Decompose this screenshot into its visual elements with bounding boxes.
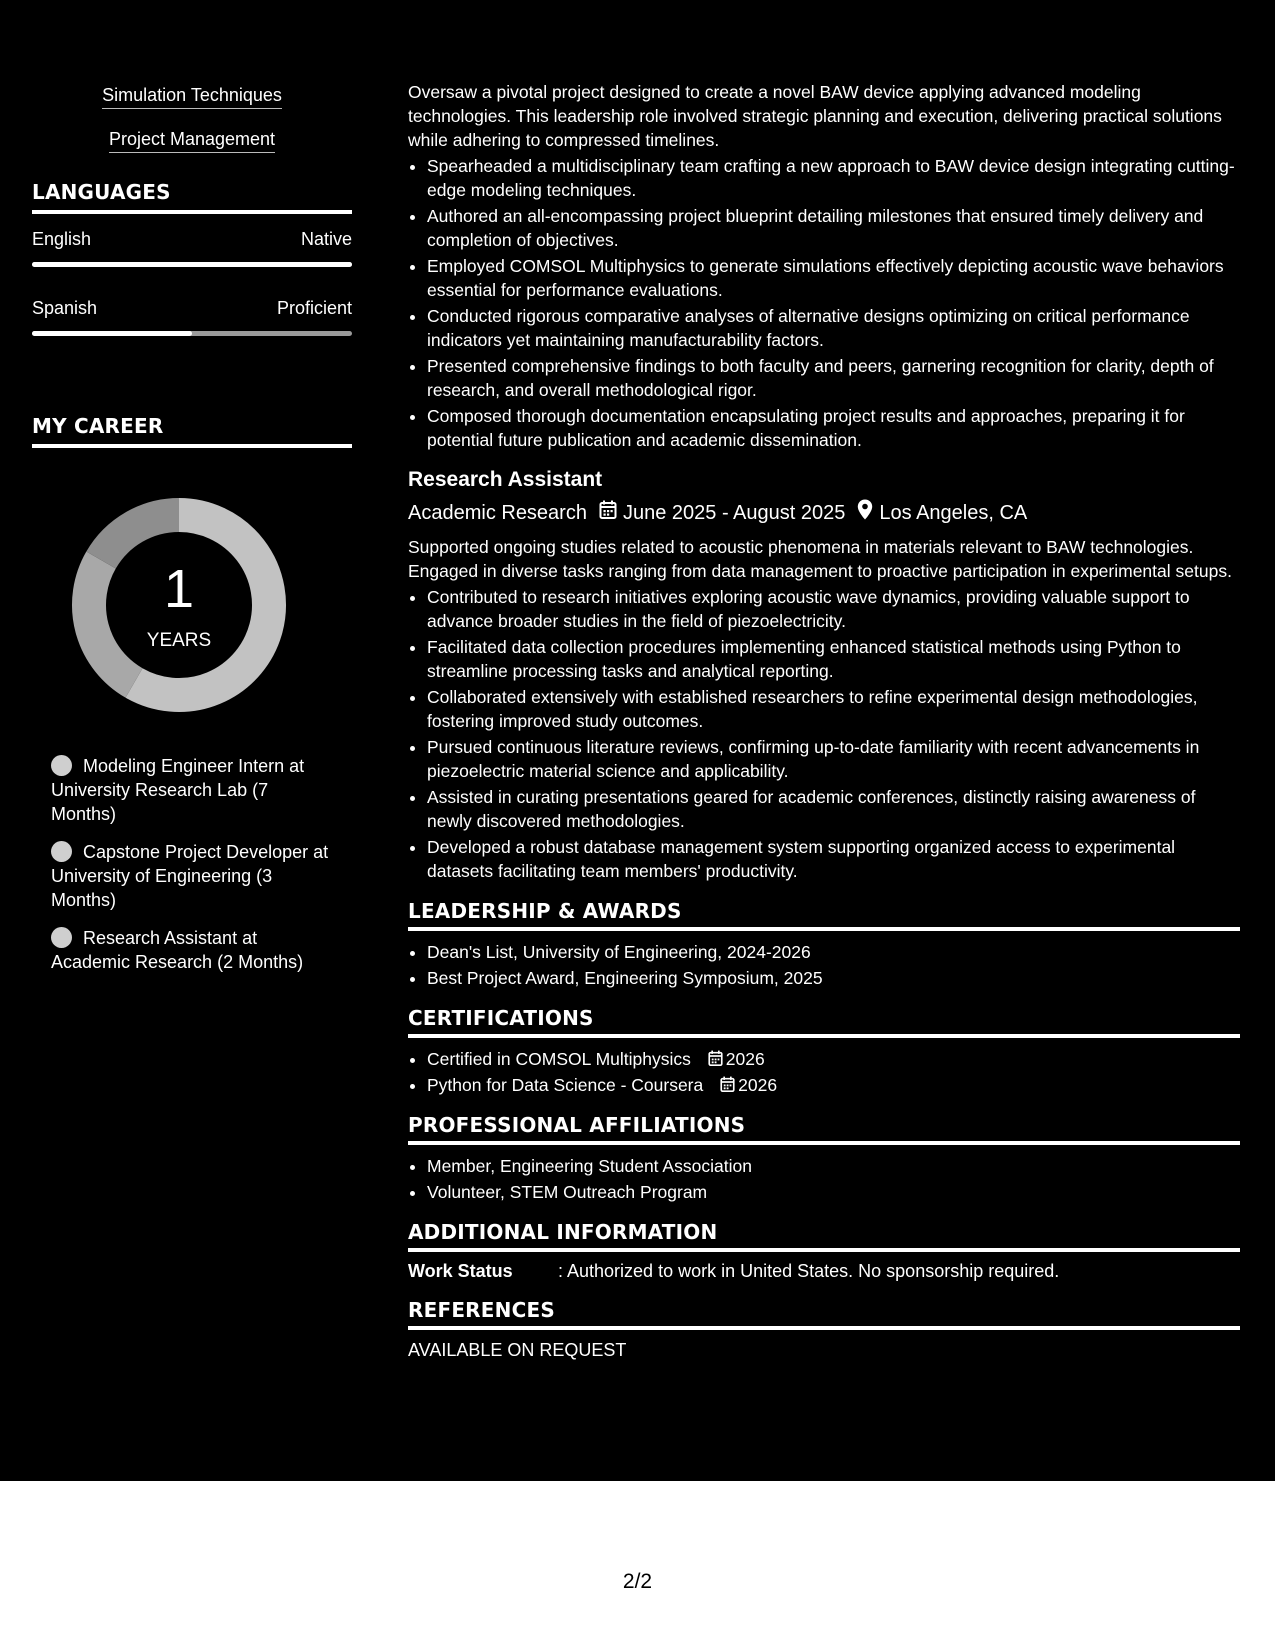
additional-info-heading: ADDITIONAL INFORMATION [408,1220,1240,1252]
list-item: • Employed COMSOL Multiphysics to generate simulations effectively depicting acoustic wave behaviors essential for performance evaluations. [427,254,1240,302]
certifications-heading: CERTIFICATIONS [408,1006,1240,1038]
certification-date: 2026 [725,1049,765,1069]
career-item: Capstone Project Developer at University of Engineering (3 Months) [51,842,329,910]
list-item: • Dean's List, University of Engineering, 2024-2026 [427,940,1240,964]
certification-item: • Python for Data Science - Coursera 2026 [427,1073,1240,1097]
language-name: English [32,229,92,249]
language-level-bar [32,331,352,336]
career-heading: MY CAREER [32,414,352,448]
language-level-bar [32,262,352,267]
list-item: • Contributed to research initiatives exploring acoustic wave dynamics, providing valuable support to advance broader studies in the field of piezoelectricity. [427,585,1240,633]
list-item: • Spearheaded a multidisciplinary team crafting a new approach to BAW device design integrating cutting-edge modeling techniques. [427,154,1240,202]
career-list [51,754,331,974]
language-name: Spanish [32,298,98,318]
career-item: Research Assistant at Academic Research (2 Months) [51,928,304,972]
references-section [408,1298,1240,1361]
list-item: • Best Project Award, Engineering Symposium, 2025 [427,966,1240,990]
job-meta [408,499,1240,527]
affiliations-section [408,1113,1240,1204]
job-company: Academic Research [408,502,587,524]
leadership-section [408,899,1240,990]
calendar-icon [599,500,617,527]
certification-date: 2026 [738,1075,778,1095]
leadership-heading: LEADERSHIP & AWARDS [408,899,1240,931]
language-level-fill [32,262,352,267]
project-description: Oversaw a pivotal project designed to create a novel BAW device applying advanced modeling technologies. This leadership role involved strategic planning and execution, delivering practical solutions while adhering to compressed timelines. [408,82,1222,150]
bullet-dot-icon [51,755,72,776]
certifications-section [408,1006,1240,1097]
career-donut-chart [66,492,292,718]
right-column [408,80,1240,1361]
job-bullets [408,585,1240,883]
list-item: • Volunteer, STEM Outreach Program [427,1180,1240,1204]
affiliations-heading: PROFESSIONAL AFFILIATIONS [408,1113,1240,1145]
calendar-icon [708,1050,723,1067]
left-column [32,84,352,988]
job-location: Los Angeles, CA [879,502,1028,524]
career-item: Modeling Engineer Intern at University Research Lab (7 Months) [51,756,305,824]
skill-project-management[interactable]: Project Management [109,128,275,153]
location-pin-icon [857,499,873,527]
donut-slice [101,515,179,560]
list-item: • Assisted in curating presentations geared for academic conferences, distinctly raising awareness of newly discovered methodologies. [427,785,1240,833]
references-text: AVAILABLE ON REQUEST [408,1340,627,1360]
language-level: Native [300,229,352,249]
page-number: 2/2 [622,1570,653,1593]
list-item: • Authored an all-encompassing project blueprint detailing milestones that ensured timely delivery and completion of objectives. [427,204,1240,252]
list-item: • Pursued continuous literature reviews, confirming up-to-date familiarity with recent advancements in piezoelectric material science and applicability. [427,735,1240,783]
bullet-dot-icon [51,927,72,948]
job-description: Supported ongoing studies related to acoustic phenomena in materials relevant to BAW technologies. Engaged in diverse tasks ranging from data management to proactive participation in experimental setups. [408,537,1232,581]
additional-info-section [408,1220,1240,1282]
job-dates: June 2025 - August 2025 [622,502,846,524]
language-level: Proficient [276,298,352,318]
certification-item: • Certified in COMSOL Multiphysics 2026 [427,1047,1240,1071]
language-spanish [32,298,352,336]
list-item: • Facilitated data collection procedures implementing enhanced statistical methods using Python to streamline processing tasks and analytical reporting. [427,635,1240,683]
project-bullets [408,154,1240,452]
skill-simulation-techniques[interactable]: Simulation Techniques [102,84,282,109]
career-total-number: 1 [163,559,195,619]
language-level-fill [32,331,192,336]
list-item: • Collaborated extensively with established researchers to refine experimental design methodologies, fostering improved study outcomes. [427,685,1240,733]
career-total-unit: YEARS [146,630,212,651]
list-item: • Developed a robust database management system supporting organized access to experimental datasets facilitating team members' productivity. [427,835,1240,883]
languages-heading: LANGUAGES [32,180,352,214]
work-status-value: : Authorized to work in United States. No sponsorship required. [558,1261,1060,1281]
bullet-dot-icon [51,841,72,862]
language-english [32,229,352,267]
work-status-label: Work Status [408,1261,513,1281]
list-item: • Composed thorough documentation encapsulating project results and approaches, preparing it for potential future publication and academic dissemination. [427,404,1240,452]
list-item: • Conducted rigorous comparative analyses of alternative designs optimizing on critical performance indicators yet maintaining manufacturability factors. [427,304,1240,352]
job-title: Research Assistant [408,468,603,491]
list-item: • Presented comprehensive findings to both faculty and peers, garnering recognition for clarity, depth of research, and overall methodological rigor. [427,354,1240,402]
references-heading: REFERENCES [408,1298,1240,1330]
list-item: • Member, Engineering Student Association [427,1154,1240,1178]
calendar-icon [720,1076,735,1093]
